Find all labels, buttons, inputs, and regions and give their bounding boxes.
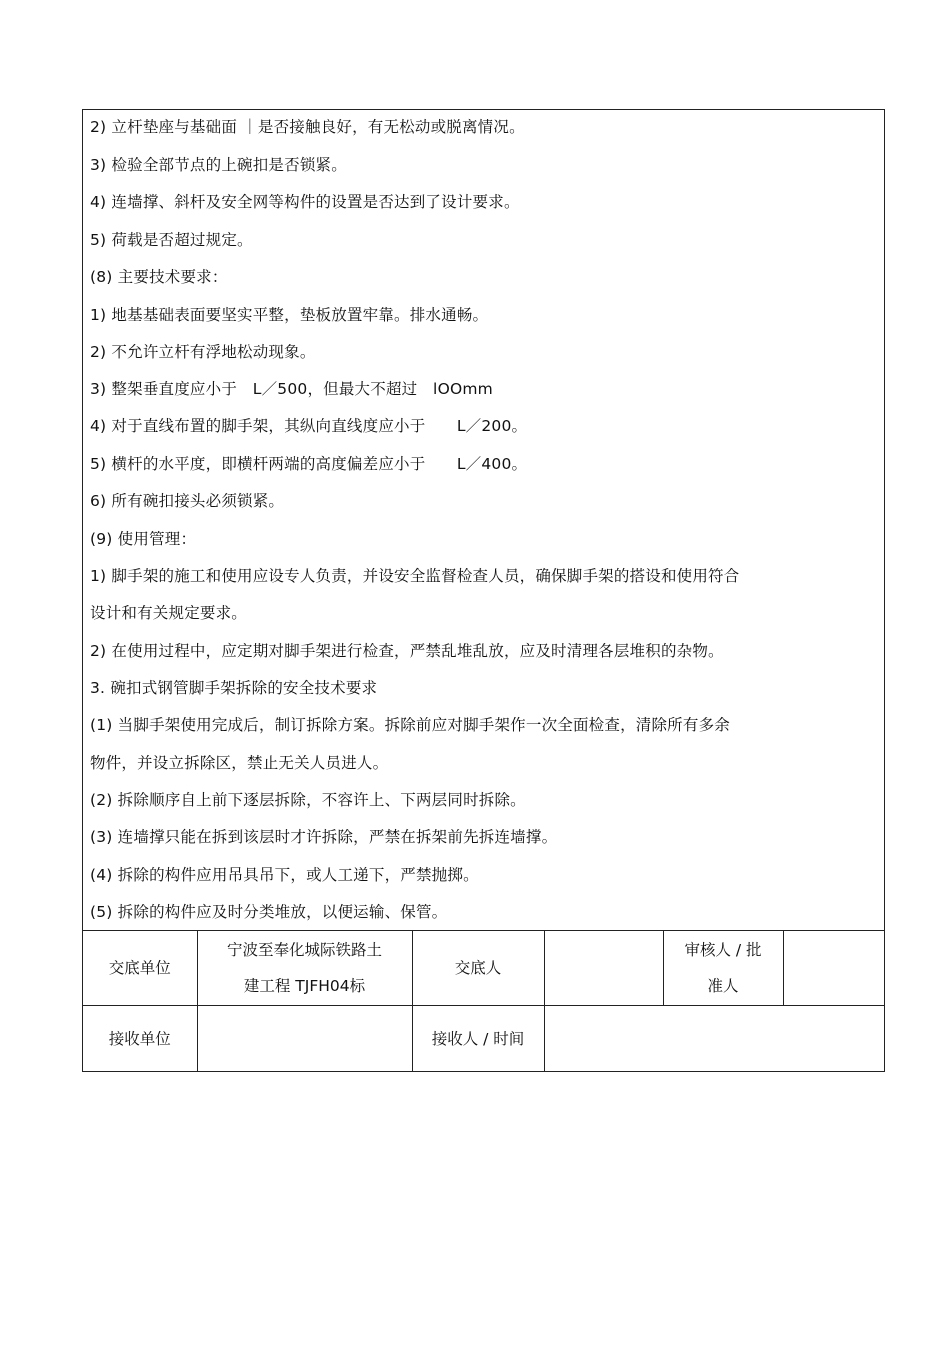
text-line: 1) 地基基础表面要坚实平整，垫板放置牢靠。排水通畅。 (90, 306, 489, 324)
receiving-unit-label: 接收单位 (83, 1006, 197, 1072)
handover-unit-label: 交底单位 (83, 931, 197, 1006)
handover-unit-value (197, 931, 412, 1006)
text-line: (2) 拆除顺序自上前下逐层拆除，不容许上、下两层同时拆除。 (90, 791, 526, 809)
signature-table (83, 930, 884, 1072)
text-line: (8) 主要技术要求： (90, 268, 228, 286)
content-area (83, 110, 884, 930)
receiving-row (83, 1006, 884, 1072)
text-line: 3) 检验全部节点的上碗扣是否锁紧。 (90, 156, 347, 174)
text-line: 2) 立杆垫座与基础面 ｜是否接触良好，有无松动或脱离情况。 (90, 118, 525, 136)
text-line: (3) 连墙撑只能在拆到该层时才许拆除，严禁在拆架前先拆连墙撑。 (90, 828, 558, 846)
text-line: 2) 在使用过程中，应定期对脚手架进行检查，严禁乱堆乱放，应及时清理各层堆积的杂物。 (90, 642, 724, 660)
text-line: (4) 拆除的构件应用吊具吊下，或人工递下，严禁抛掷。 (90, 866, 479, 884)
handover-unit-value-line2: 建工程 TJFH04标 (243, 977, 366, 995)
text-line: 2) 不允许立杆有浮地松动现象。 (90, 343, 316, 361)
text-line: (9) 使用管理： (90, 530, 197, 548)
handover-unit-value-line1: 宁波至奉化城际铁路土 (226, 941, 382, 959)
receiver-time-label: 接收人 / 时间 (412, 1006, 544, 1072)
text-line: 3) 整架垂直度应小于 L／500，但最大不超过 lOOmm (90, 380, 493, 398)
reviewer-label-line2: 准人 (707, 977, 739, 995)
text-line: 1) 脚手架的施工和使用应设专人负责，并设安全监督检查人员，确保脚手架的搭设和使用符合 (90, 567, 740, 585)
text-line: 5) 横杆的水平度，即横杆两端的高度偏差应小于 L／400。 (90, 455, 528, 473)
text-line: 5) 荷载是否超过规定。 (90, 231, 253, 249)
text-line: (5) 拆除的构件应及时分类堆放，以便运输、保管。 (90, 903, 448, 921)
text-line: (1) 当脚手架使用完成后，制订拆除方案。拆除前应对脚手架作一次全面检查，清除所有多余 (90, 716, 730, 734)
text-line: 物件，并设立拆除区，禁止无关人员进人。 (90, 754, 389, 772)
reviewer-value (783, 931, 884, 1006)
reviewer-label-line1: 审核人 / 批 (684, 941, 762, 959)
text-line: 4) 对于直线布置的脚手架，其纵向直线度应小于 L／200。 (90, 417, 528, 435)
text-line: 6) 所有碗扣接头必须锁紧。 (90, 492, 285, 510)
reviewer-label (663, 931, 783, 1006)
handover-person-label: 交底人 (412, 931, 544, 1006)
handover-person-value (544, 931, 663, 1006)
text-line: 4) 连墙撑、斜杆及安全网等构件的设置是否达到了设计要求。 (90, 193, 520, 211)
receiver-time-value (544, 1006, 884, 1072)
text-line: 3. 碗扣式钢管脚手架拆除的安全技术要求 (90, 679, 378, 697)
text-line: 设计和有关规定要求。 (90, 604, 248, 622)
receiving-unit-value (197, 1006, 412, 1072)
handover-row (83, 931, 884, 1006)
document-frame (82, 109, 885, 1072)
